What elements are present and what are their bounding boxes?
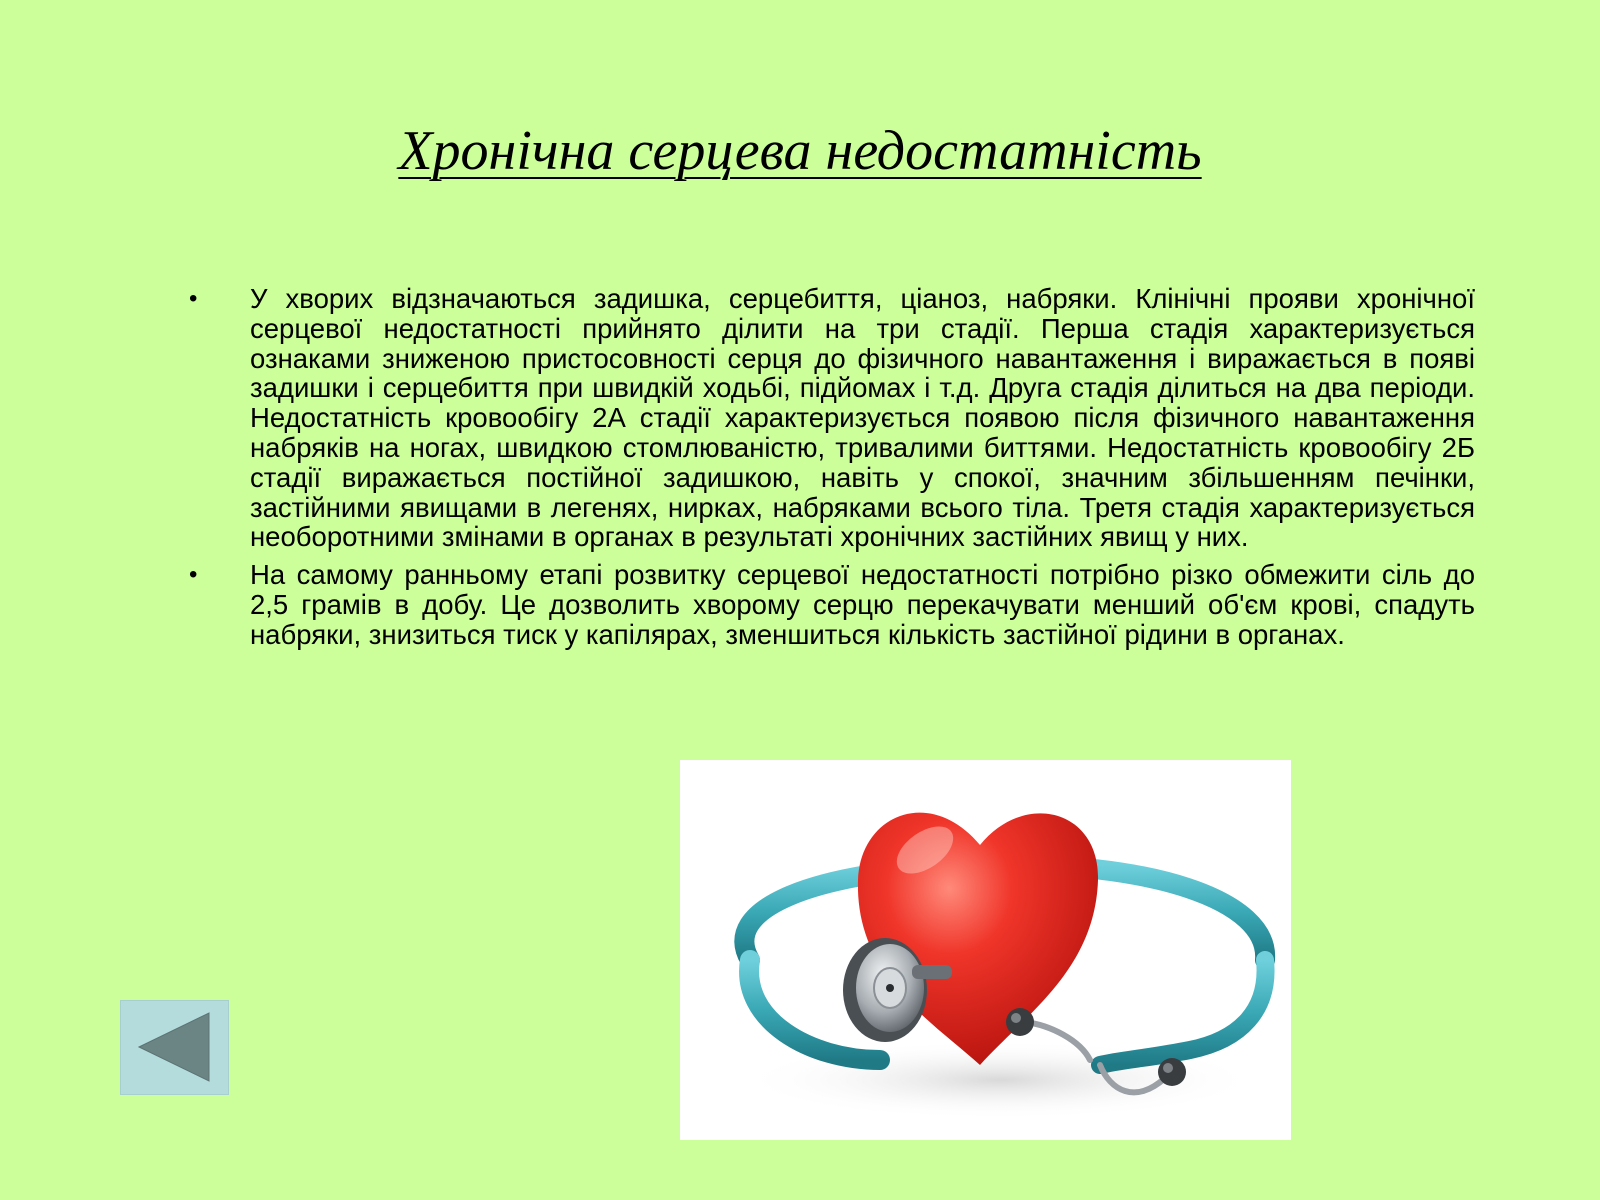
bullet-marker: • bbox=[189, 285, 198, 312]
list-item-text: У хворих відзначаються задишка, серцебиття, ціаноз, набряки. Клінічні прояви хронічної серцевої недостатності прийнято ділити на три стадії. Перша стадія характеризується ознаками зниженою пристосовності серця до фізичного навантаження і виражається в появі задишки і серцебиття при швидкій ходьбі, підйомах і т.д. Друга стадія ділиться на два періоди. Недостатність кровообігу 2А стадії характеризується появою після фізичного навантаження набряків на ногах, швидкою стомлюваністю, тривалими биттями. Недостатність кровообігу 2Б стадії виражається постійної задишкою, навіть у спокої, значним збільшенням печінки, застійними явищами в легенях, нирках, набряками всього тіла. Третя стадія характеризується необоротними змінами в органах в результаті хронічних застійних явищ у них. bbox=[250, 283, 1475, 553]
list-item bbox=[185, 560, 1475, 649]
list-item bbox=[185, 284, 1475, 552]
back-button[interactable] bbox=[120, 1000, 229, 1095]
slide-title-text: Хронічна серцева недостатність bbox=[398, 120, 1202, 182]
heart-stethoscope-icon bbox=[680, 760, 1291, 1140]
bullet-list bbox=[185, 284, 1475, 658]
slide-title bbox=[0, 118, 1600, 184]
list-item-text: На самому ранньому етапі розвитку серцевої недостатності потрібно різко обмежити сіль до 2,5 грамів в добу. Це дозволить хворому серцю перекачувати менший об'єм крові, спадуть набряки, знизиться тиск у капілярах, зменшиться кількість застійної рідини в органах. bbox=[250, 559, 1475, 650]
bullet-marker: • bbox=[189, 561, 198, 589]
triangle-left-icon bbox=[121, 1001, 228, 1094]
heart-stethoscope-picture bbox=[680, 760, 1291, 1140]
